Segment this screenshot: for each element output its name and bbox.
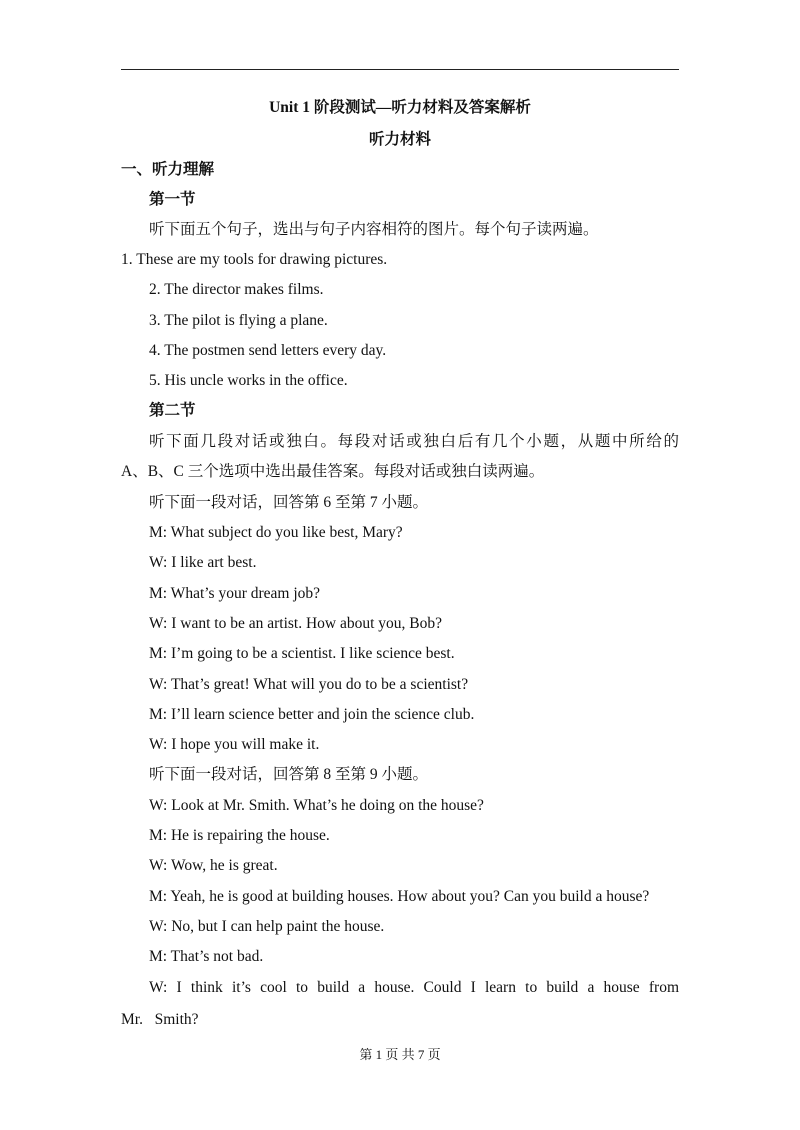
dialogue1-line: W: I like art best. — [149, 554, 257, 571]
dialogue2-line: M: Yeah, he is good at building houses. How about you? Can you build a house? — [149, 888, 650, 905]
dialogue1-line: M: I’m going to be a scientist. I like science best. — [149, 645, 455, 662]
page-number: 第 1 页 共 7 页 — [359, 1047, 441, 1062]
dialogue2-line: W: Wow, he is great. — [149, 857, 278, 874]
dialogue1-intro: 听下面一段对话，回答第 6 至第 7 小题。 — [149, 494, 429, 511]
part2-instruction-line1: 听下面几段对话或独白。每段对话或独白后有几个小题，从题中所给的 — [149, 433, 679, 450]
sentence-1: 1. These are my tools for drawing pictures. — [121, 251, 388, 268]
part2-heading: 第二节 — [149, 402, 196, 419]
dialogue1-line: M: What subject do you like best, Mary? — [149, 524, 403, 541]
section-heading: 一、听力理解 — [121, 161, 215, 178]
page-subtitle: 听力材料 — [368, 131, 431, 148]
dialogue2-line: M: That’s not bad. — [149, 948, 264, 965]
dialogue1-line: W: I hope you will make it. — [149, 736, 320, 753]
part2-instruction-line2: A、B、C 三个选项中选出最佳答案。每段对话或独白读两遍。 — [121, 463, 545, 480]
dialogue1-line: W: That’s great! What will you do to be a scientist? — [149, 676, 469, 693]
dialogue1-line: M: I’ll learn science better and join the science club. — [149, 706, 475, 723]
sentence-4: 4. The postmen send letters every day. — [149, 342, 387, 359]
header-rule — [121, 69, 679, 70]
sentence-3: 3. The pilot is flying a plane. — [149, 312, 328, 329]
sentence-5: 5. His uncle works in the office. — [149, 372, 348, 389]
dialogue2-last-line1: W: I think it’s cool to build a house. Could I learn to build a house from — [149, 979, 679, 996]
page-title: Unit 1 阶段测试—听力材料及答案解析 — [269, 99, 531, 116]
dialogue2-line: M: He is repairing the house. — [149, 827, 330, 844]
dialogue1-line: W: I want to be an artist. How about you, Bob? — [149, 615, 443, 632]
dialogue2-intro: 听下面一段对话，回答第 8 至第 9 小题。 — [149, 766, 429, 783]
dialogue2-last-line2: Mr. Smith? — [121, 1011, 199, 1028]
dialogue2-line: W: No, but I can help paint the house. — [149, 918, 385, 935]
part1-heading: 第一节 — [149, 191, 196, 208]
dialogue2-line: W: Look at Mr. Smith. What’s he doing on the house? — [149, 797, 484, 814]
part1-instruction: 听下面五个句子，选出与句子内容相符的图片。每个句子读两遍。 — [149, 221, 599, 238]
dialogue1-line: M: What’s your dream job? — [149, 585, 321, 602]
sentence-2: 2. The director makes films. — [149, 281, 324, 298]
